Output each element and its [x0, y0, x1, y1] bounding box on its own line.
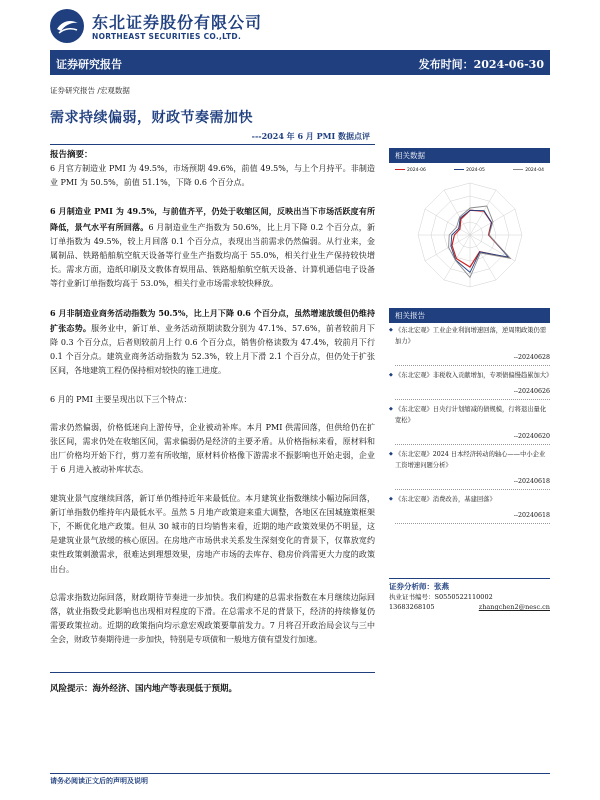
sidebar-related-data [389, 148, 550, 296]
related-report-date: --20240618 [513, 512, 550, 519]
related-reports-list [389, 325, 553, 528]
abstract-paragraph-2-text: 6 月制造业生产指数为 50.6%，比上月下降 0.2 个百分点，新订单指数为 49.5%，较上月回落 0.1 个百分点，表现出当前需求仍然偏弱。从行业来，金属制品、铁路船舶航空航天设备等行业生产指数均高于 55.0%，相关行业生产保持较快增长。需求方面，造纸印刷及文教体育娱用品、铁路船舶航空航天设备、计算机通信电子设备等行业新订单指数均高于 53.0%，相关行业市场需求较快释放。 [50, 222, 375, 289]
related-report-item[interactable] [389, 370, 553, 400]
pmi-radar-chart [395, 174, 545, 296]
report-body [50, 148, 375, 648]
analyst-license: 执业证书编号：S0550522110002 [389, 593, 493, 601]
abstract-paragraph-7: 总需求指数边际回落，财政期待节奏进一步加快。我们构建的总需求指数在本月继续边际回落，就业指数受此影响也出现相对程度的下滑。在总需求不足的背景下，经济的持续修复仍需要政策拉动。近期的政策指向均示意宏观政策要靠前发力。7 月将召开政治局会议与三中全会，财政节奏期待进一步加快，特别是专项债和一般地方债有望发行加速。 [50, 592, 375, 645]
related-report-item[interactable] [389, 404, 550, 445]
related-report-date: --20240626 [513, 388, 550, 395]
radar-spoke [425, 235, 470, 261]
abstract-paragraph-6: 建筑业景气度继续回落，新订单仍维持近年来最低位。本月建筑业指数继续小幅边际回落，新订单指数仍维持年内最低水平。虽然 5 月地产政策迎来重大调整，各地区在国城施策框架下，不断优化地产政策。但从 30 城市的日均销售来看，近期的地产政策效果仍不明显，这是建筑业景气放缓的核心原因。在房地产市场供求关系发生深刻变化的背景下，仅靠放宽约束性政策刺激需求，很难达到理想效果，房地产市场的去库存、稳房价尚需更大力度的政策出台。 [50, 493, 375, 574]
analyst-contact [389, 602, 550, 612]
related-report-divider [395, 444, 550, 445]
abstract-paragraph-1: 6 月官方制造业 PMI 为 49.5%，市场预期 49.6%，前值 49.5%，与上个月持平。非制造业 PMI 为 50.5%，前值 51.1%，下降 0.6 个百分点。 [50, 164, 375, 188]
publish-date: 发布时间：2024-06-30 [418, 58, 544, 71]
radar-spoke [470, 235, 496, 280]
analyst-divider [389, 578, 550, 579]
related-report-divider [395, 399, 550, 400]
analyst-block [389, 578, 550, 612]
title-divider [50, 144, 375, 145]
radar-spoke [444, 190, 470, 235]
related-report-divider [395, 523, 550, 524]
abstract-heading: 报告摘要： [50, 150, 93, 160]
company-name-en: NORTHEAST SECURITIES CO.,LTD. [92, 32, 242, 41]
legend-item-1 [395, 168, 426, 173]
related-report-date: --20240628 [513, 354, 550, 361]
breadcrumb: 证券研究报告 /宏观数据 [50, 86, 130, 95]
abstract-paragraph-2 [50, 204, 375, 291]
risk-divider [50, 672, 375, 673]
company-logo [50, 9, 290, 45]
footer-disclaimer: 请务必阅读正文后的声明及说明 [50, 776, 148, 785]
related-report-title[interactable]: ◆ 《东北宏观》非税收入贡献增加，专项债偏慢趋累加大》 [395, 372, 553, 379]
logo-mark-icon [50, 9, 84, 43]
legend-label-1: 2024-06 [407, 168, 426, 173]
related-report-date: --20240618 [513, 478, 550, 485]
radar-series-3 [448, 206, 510, 277]
related-report-title[interactable]: ◆ 《东北宏观》2024 日本经济转动的轴心——中小企业工资增速问题分析》 [395, 451, 546, 469]
related-report-title[interactable]: ◆ 《东北宏观》工业企业利润增速回落，逆周期政策仍需加力》 [395, 327, 547, 345]
analyst-phone: 13683268105 [389, 603, 435, 611]
related-report-item[interactable] [389, 449, 550, 490]
related-report-divider [395, 365, 550, 366]
abstract-paragraph-3-text: 服务业中，新订单、业务活动预期读数分别为 47.1%、57.6%，前者较前月下降 0.3 个百分点，后者则较前月上行 0.6 个百分点，销售价格读数为 47.4%，较前月下行 0.1 个百分点。建筑业商务活动指数为 52.3%，较上月下滑 2.1 个百分点，但仍处于扩张区间，各地建筑工程仍保持相对较快的施工进度。 [50, 323, 375, 376]
report-type: 证券研究报告 [56, 58, 122, 71]
abstract-paragraph-4: 6 月的 PMI 主要呈现出以下三个特点： [50, 394, 192, 404]
radar-series-2 [450, 210, 507, 272]
page-subtitle: ---2024 年 6 月 PMI 数据点评 [251, 131, 370, 141]
company-name-cn: 东北证券股份有限公司 [92, 13, 263, 32]
related-report-date: --20240620 [513, 433, 550, 440]
header-banner [50, 50, 550, 75]
analyst-name: 证券分析师：张燕 [389, 582, 449, 591]
related-reports-heading: 相关报告 [389, 308, 550, 323]
related-data-heading: 相关数据 [389, 148, 550, 163]
risk-warning: 风险提示：海外经济、国内地产等表现低于预期。 [50, 684, 238, 694]
related-report-title[interactable]: ◆ 《东北宏观》消费改善，基建回落》 [395, 496, 496, 503]
abstract-paragraph-2-lead: 6 月制造业 PMI 为 49.5%，与前值齐平，仍处于收缩区间，反映出当下市场活跃度有所降低，景气水平有所回落。 [50, 206, 375, 232]
related-report-divider [395, 489, 550, 490]
analyst-email-link[interactable]: zhangchen2@nesc.cn [478, 603, 550, 611]
related-report-item[interactable] [389, 325, 550, 366]
radar-spoke [470, 190, 496, 235]
footer-divider [50, 773, 550, 774]
radar-spoke [425, 209, 470, 235]
legend-item-3 [513, 168, 544, 173]
legend-label-3: 2024-04 [525, 168, 544, 173]
legend-item-2 [454, 168, 485, 173]
legend-label-2: 2024-05 [466, 168, 485, 173]
chart-legend [395, 168, 544, 173]
related-report-title[interactable]: ◆ 《东北宏观》日央行计划缩减的债规模，行将退出量化宽松》 [395, 406, 547, 424]
abstract-paragraph-3 [50, 306, 375, 379]
abstract-paragraph-3-lead: 6 月非制造业商务活动指数为 50.5%，比上月下降 0.6 个百分点，虽然增速放缓但仍维持扩张态势。 [50, 307, 375, 333]
abstract-paragraph-5: 需求仍然偏弱，价格低迷向上游传导，企业被动补库。本月 PMI 供需回落，但供给仍在扩张区间，需求仍处在收缩区间，需求偏弱仍是经济的主要矛盾。从价格指标来看，原材料和出厂价格均开始下行，剪刀差有所收缩，原材料价格像下游需求不振影响也开始走弱，企业于 6 月进入被动补库状态。 [50, 422, 375, 475]
page-title: 需求持续偏弱，财政节奏需加快 [50, 110, 253, 126]
related-report-item[interactable] [389, 494, 550, 524]
